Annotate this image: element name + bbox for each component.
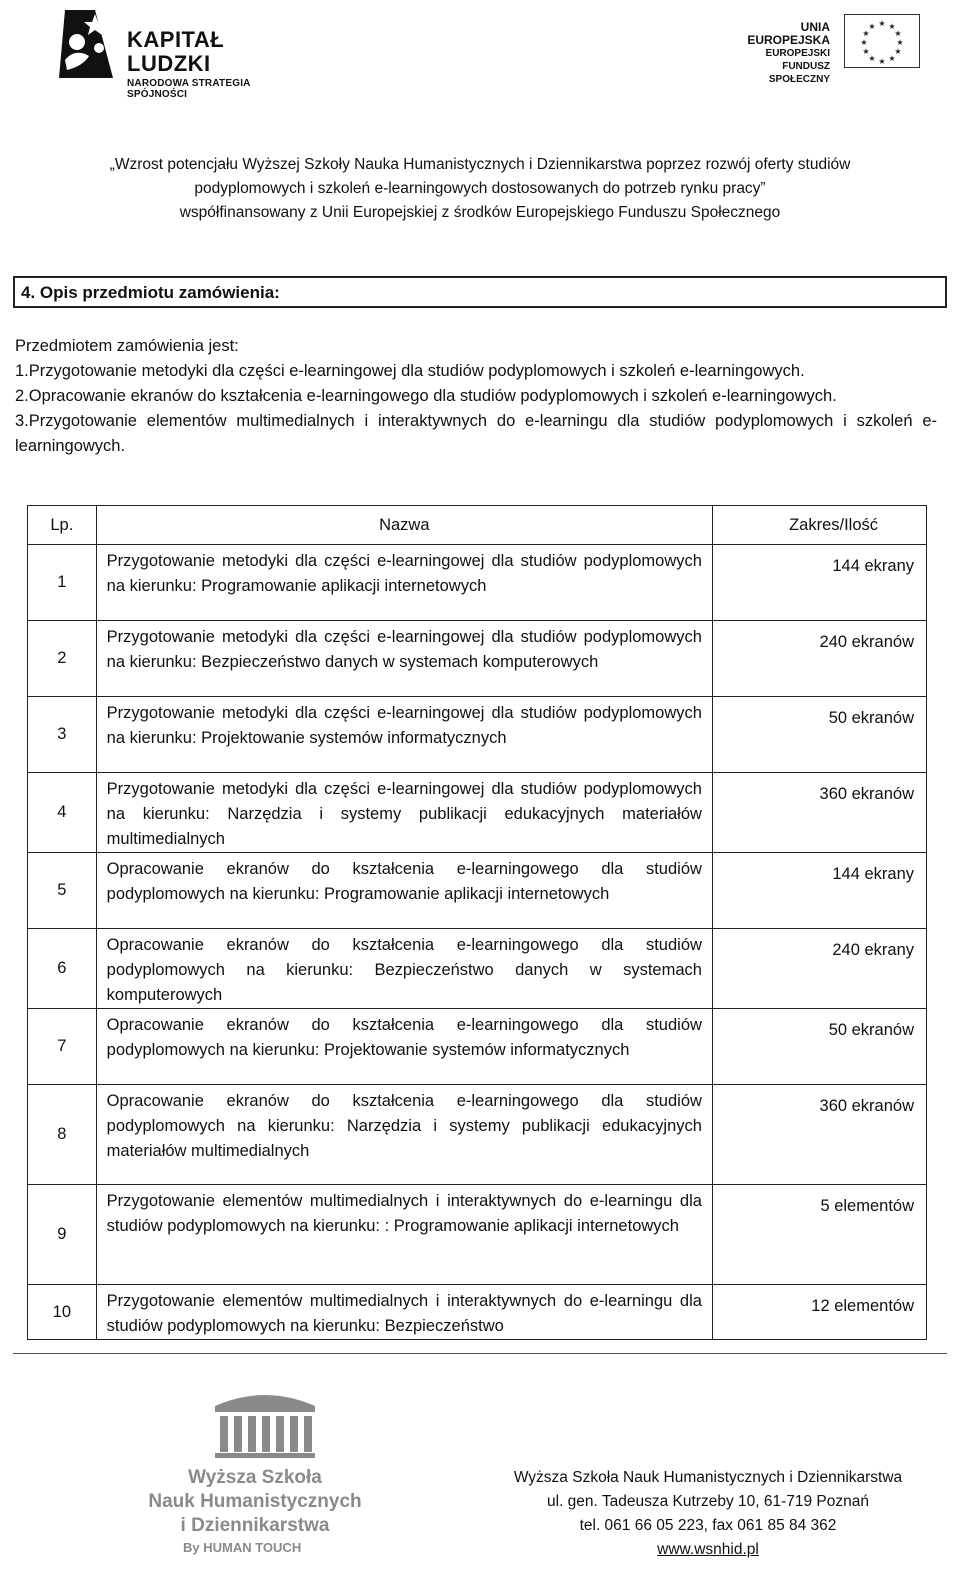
svg-text:★: ★ bbox=[868, 54, 876, 63]
footer-phone: tel. 061 66 05 223, fax 061 85 84 362 bbox=[579, 1517, 837, 1534]
header-name: Nazwa bbox=[96, 506, 712, 545]
row-name: Opracowanie ekranów do kształcenia e-learningowego dla studiów podyplomowych na kierunku: Narzędzia i systemy publikacji edukacyjnych materiałów multimedialnych bbox=[96, 1085, 712, 1185]
row-lp: 8 bbox=[28, 1085, 97, 1185]
svg-text:★: ★ bbox=[878, 57, 886, 66]
section-heading-box bbox=[13, 276, 947, 308]
kapital-ludzki-emblem-icon bbox=[55, 8, 117, 80]
table-header-row bbox=[28, 506, 927, 545]
logo-title: KAPITAŁ LUDZKI bbox=[127, 27, 225, 76]
school-logo-line-3: i Dziennikarstwa bbox=[180, 1515, 330, 1536]
header-qty: Zakres/Ilość bbox=[712, 506, 926, 545]
row-qty: 240 ekranów bbox=[712, 621, 926, 697]
school-logo-tag: By HUMAN TOUCH bbox=[183, 1540, 302, 1555]
row-lp: 1 bbox=[28, 545, 97, 621]
row-qty: 360 ekranów bbox=[712, 1085, 926, 1185]
row-qty: 144 ekrany bbox=[712, 853, 926, 929]
eu-flag-icon bbox=[844, 14, 920, 68]
eu-line-1: UNIA EUROPEJSKA bbox=[747, 20, 830, 47]
school-building-icon bbox=[210, 1388, 320, 1458]
school-logo-line-1: Wyższa Szkoła bbox=[188, 1467, 322, 1488]
kapital-ludzki-text bbox=[127, 28, 305, 100]
row-qty: 240 ekrany bbox=[712, 929, 926, 1009]
school-logo-line-2: Nauk Humanistycznych bbox=[148, 1491, 362, 1512]
svg-text:★: ★ bbox=[896, 38, 904, 47]
table-row bbox=[28, 545, 927, 621]
row-name: Przygotowanie metodyki dla części e-learningowej dla studiów podyplomowych na kierunku: Projektowanie systemów informatycznych bbox=[96, 697, 712, 773]
svg-text:★: ★ bbox=[878, 19, 886, 28]
row-lp: 6 bbox=[28, 929, 97, 1009]
svg-text:★: ★ bbox=[894, 47, 902, 56]
tagline-line-2: podyplomowych i szkoleń e-learningowych dostosowanych do potrzeb rynku pracy” bbox=[194, 180, 766, 197]
row-name: Opracowanie ekranów do kształcenia e-learningowego dla studiów podyplomowych na kierunku: Bezpieczeństwo danych w systemach komputerowych bbox=[96, 929, 712, 1009]
row-lp: 5 bbox=[28, 853, 97, 929]
logo-subtitle: NARODOWA STRATEGIA SPÓJNOŚCI bbox=[127, 78, 251, 100]
table-row bbox=[28, 773, 927, 853]
footer-address: ul. gen. Tadeusza Kutrzeby 10, 61-719 Poznań bbox=[547, 1493, 869, 1510]
intro-lead: Przedmiotem zamówienia jest: bbox=[15, 337, 239, 355]
intro-item-1: 1.Przygotowanie metodyki dla części e-learningowej dla studiów podyplomowych i szkoleń e-learningowych. bbox=[15, 362, 805, 380]
eu-logo bbox=[730, 14, 920, 85]
footer-divider bbox=[13, 1353, 947, 1354]
row-lp: 9 bbox=[28, 1185, 97, 1285]
tagline-line-3: współfinansowany z Unii Europejskiej z środków Europejskiego Funduszu Społecznego bbox=[179, 204, 781, 221]
table-row bbox=[28, 929, 927, 1009]
table-row bbox=[28, 1185, 927, 1285]
table-row bbox=[28, 621, 927, 697]
eu-text bbox=[730, 21, 830, 86]
svg-text:★: ★ bbox=[888, 22, 896, 31]
tagline-line-1: „Wzrost potencjału Wyższej Szkoły Nauka Humanistycznych i Dziennikarstwa poprzez rozwój oferty studiów bbox=[109, 156, 851, 173]
school-logo-text bbox=[135, 1466, 375, 1538]
row-name: Przygotowanie metodyki dla części e-learningowej dla studiów podyplomowych na kierunku: Bezpieczeństwo danych w systemach komputerowych bbox=[96, 621, 712, 697]
footer-contact bbox=[498, 1466, 918, 1562]
eu-line-3: FUNDUSZ SPOŁECZNY bbox=[768, 61, 830, 85]
row-qty: 5 elementów bbox=[712, 1185, 926, 1285]
intro-item-3: 3.Przygotowanie elementów multimedialnych i interaktywnych do e-learningu dla studiów podyplomowych i szkoleń e-learningowych. bbox=[15, 412, 937, 455]
project-tagline bbox=[40, 153, 920, 225]
svg-text:★: ★ bbox=[888, 54, 896, 63]
svg-text:★: ★ bbox=[894, 29, 902, 38]
svg-text:★: ★ bbox=[862, 29, 870, 38]
table-row bbox=[28, 853, 927, 929]
row-lp: 3 bbox=[28, 697, 97, 773]
order-table bbox=[27, 505, 927, 1340]
intro-text bbox=[15, 334, 937, 459]
row-name: Opracowanie ekranów do kształcenia e-learningowego dla studiów podyplomowych na kierunku: Programowanie aplikacji internetowych bbox=[96, 853, 712, 929]
row-lp: 4 bbox=[28, 773, 97, 853]
row-name: Przygotowanie elementów multimedialnych i interaktywnych do e-learningu dla studiów podyplomowych na kierunku: Bezpieczeństwo bbox=[96, 1285, 712, 1340]
svg-text:★: ★ bbox=[868, 22, 876, 31]
svg-text:★: ★ bbox=[860, 38, 868, 47]
row-name: Przygotowanie metodyki dla części e-learningowej dla studiów podyplomowych na kierunku: Programowanie aplikacji internetowych bbox=[96, 545, 712, 621]
row-qty: 12 elementów bbox=[712, 1285, 926, 1340]
row-name: Przygotowanie elementów multimedialnych i interaktywnych do e-learningu dla studiów podyplomowych na kierunku: : Programowanie aplikacji internetowych bbox=[96, 1185, 712, 1285]
row-qty: 50 ekranów bbox=[712, 1009, 926, 1085]
row-qty: 50 ekranów bbox=[712, 697, 926, 773]
table-row bbox=[28, 1009, 927, 1085]
row-lp: 2 bbox=[28, 621, 97, 697]
row-name: Opracowanie ekranów do kształcenia e-learningowego dla studiów podyplomowych na kierunku: Projektowanie systemów informatycznych bbox=[96, 1009, 712, 1085]
row-lp: 10 bbox=[28, 1285, 97, 1340]
footer-school-name: Wyższa Szkoła Nauk Humanistycznych i Dziennikarstwa bbox=[513, 1469, 903, 1486]
eu-line-2: EUROPEJSKI bbox=[765, 48, 830, 59]
table-row bbox=[28, 1285, 927, 1340]
row-qty: 144 ekrany bbox=[712, 545, 926, 621]
footer-website-link[interactable]: www.wsnhid.pl bbox=[657, 1541, 759, 1558]
row-lp: 7 bbox=[28, 1009, 97, 1085]
header-lp: Lp. bbox=[28, 506, 97, 545]
table-row bbox=[28, 1085, 927, 1185]
kapital-ludzki-logo bbox=[55, 8, 305, 100]
section-title: 4. Opis przedmiotu zamówienia: bbox=[21, 283, 280, 302]
school-logo bbox=[135, 1388, 375, 1568]
row-qty: 360 ekranów bbox=[712, 773, 926, 853]
intro-item-2: 2.Opracowanie ekranów do kształcenia e-learningowego dla studiów podyplomowych i szkoleń e-learningowych. bbox=[15, 387, 837, 405]
table-row bbox=[28, 697, 927, 773]
svg-text:★: ★ bbox=[862, 47, 870, 56]
row-name: Przygotowanie metodyki dla części e-learningowej dla studiów podyplomowych na kierunku: Narzędzia i systemy publikacji edukacyjnych materiałów multimedialnych bbox=[96, 773, 712, 853]
